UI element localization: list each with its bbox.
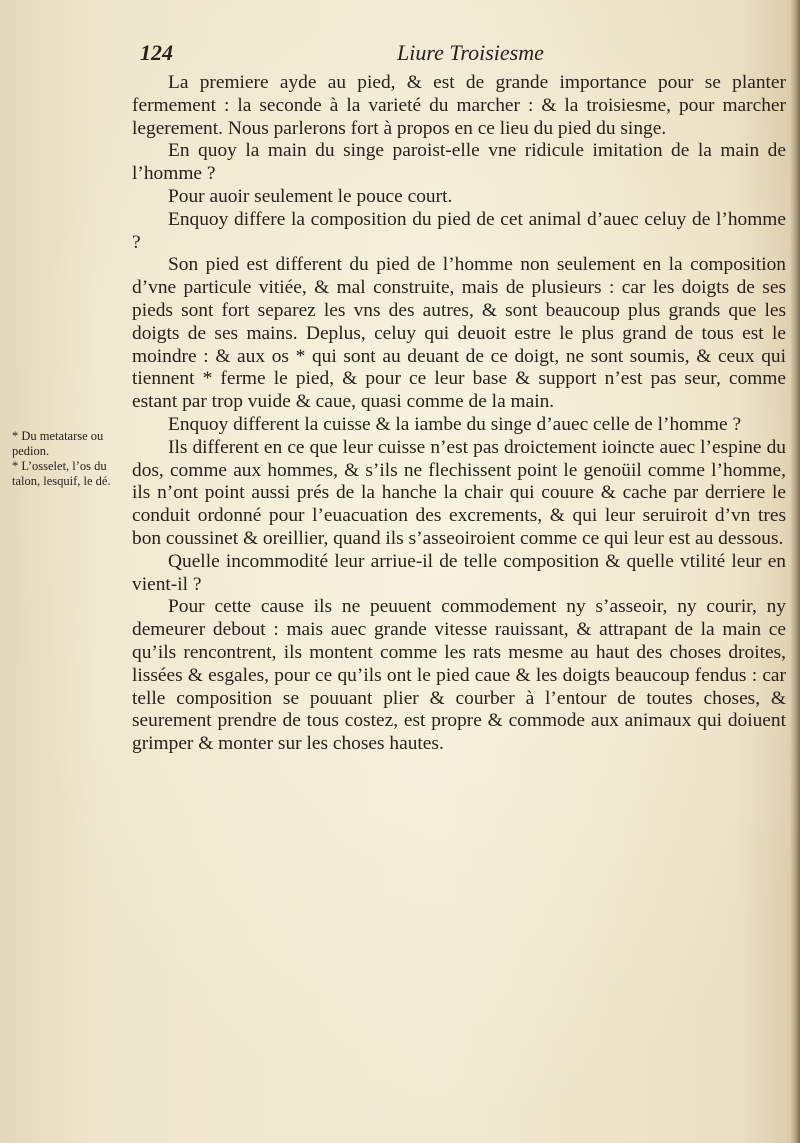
margin-note: * L’osselet, l’os du talon, lesquif, le dé.	[12, 459, 111, 488]
question: Enquoy different la cuisse & la iambe du singe d’auec celle de l’homme ?	[168, 413, 742, 435]
page-header	[132, 40, 792, 70]
page-number: 124	[140, 40, 173, 65]
question: En quoy la main du singe paroist-elle vne ridicule imitation de la main de l’homme ?	[132, 140, 786, 185]
page-edge-shadow	[790, 0, 800, 1143]
body-text	[132, 72, 786, 756]
question: Quelle incommodité leur arriue-il de telle composition & quelle vtilité leur en vient-il ?	[132, 550, 786, 595]
answer: Ils different en ce que leur cuisse n’est pas droictement ioincte auec l’espine du dos, comme aux hommes, & s’ils ne flechissent point le genoüil comme l’homme, ils n’ont point aussi prés de la hanche la chair qui couure & cache par derriere le conduit ordonné pour l’euacuation des excrements, & qui leur seruiroit d’vn tres bon coussinet & oreillier, quand ils s’asseoiroient comme ce qui leur est au dessous.	[132, 436, 786, 549]
question: Enquoy differe la composition du pied de cet animal d’auec celuy de l’homme ?	[132, 208, 786, 253]
answer: Pour cette cause ils ne peuuent commodement ny s’asseoir, ny courir, ny demeurer debout : mais auec grande vitesse rauissant, & attrapant de la main ce qu’ils rencontrent, ils montent comme les rats mesme au haut des choses droites, lissées & esgales, pour ce qu’ils ont le pied caue & les doigts beaucoup fendus : car telle composition se pouuant plier & courber à l’entour de toutes choses, & seurement prendre de tous costez, est propre & commode aux animaux qui doiuent grimper & monter sur les choses hautes.	[132, 596, 786, 755]
margin-note: * Du metatarse ou pedion.	[12, 429, 104, 458]
running-title: Liure Troisiesme	[397, 40, 544, 65]
paragraph: La premiere ayde au pied, & est de grande importance pour se planter fermement : la seconde à la varieté du marcher : & la troisiesme, pour marcher legerement. Nous parlerons fort à propos en ce lieu du pied du singe.	[132, 72, 786, 139]
answer: Son pied est different du pied de l’homme non seulement en la composition d’vne particule vitiée, & mal construite, mais de plusieurs : car les doigts de ses pieds sont fort separez les vns des autres, & sont beaucoup plus grands que les doigts de ses mains. Deplus, celuy qui deuoit estre le plus grand de tous est le moindre : & aux os * qui sont au deuant de ce doigt, ne sont soumis, & ceux qui tiennent * ferme le pied, & pour ce leur base & support n’est pas seur, comme estant par trop vuide & caue, quasi comme de la main.	[132, 254, 786, 413]
margin-notes	[12, 429, 130, 489]
answer: Pour auoir seulement le pouce court.	[168, 185, 453, 207]
